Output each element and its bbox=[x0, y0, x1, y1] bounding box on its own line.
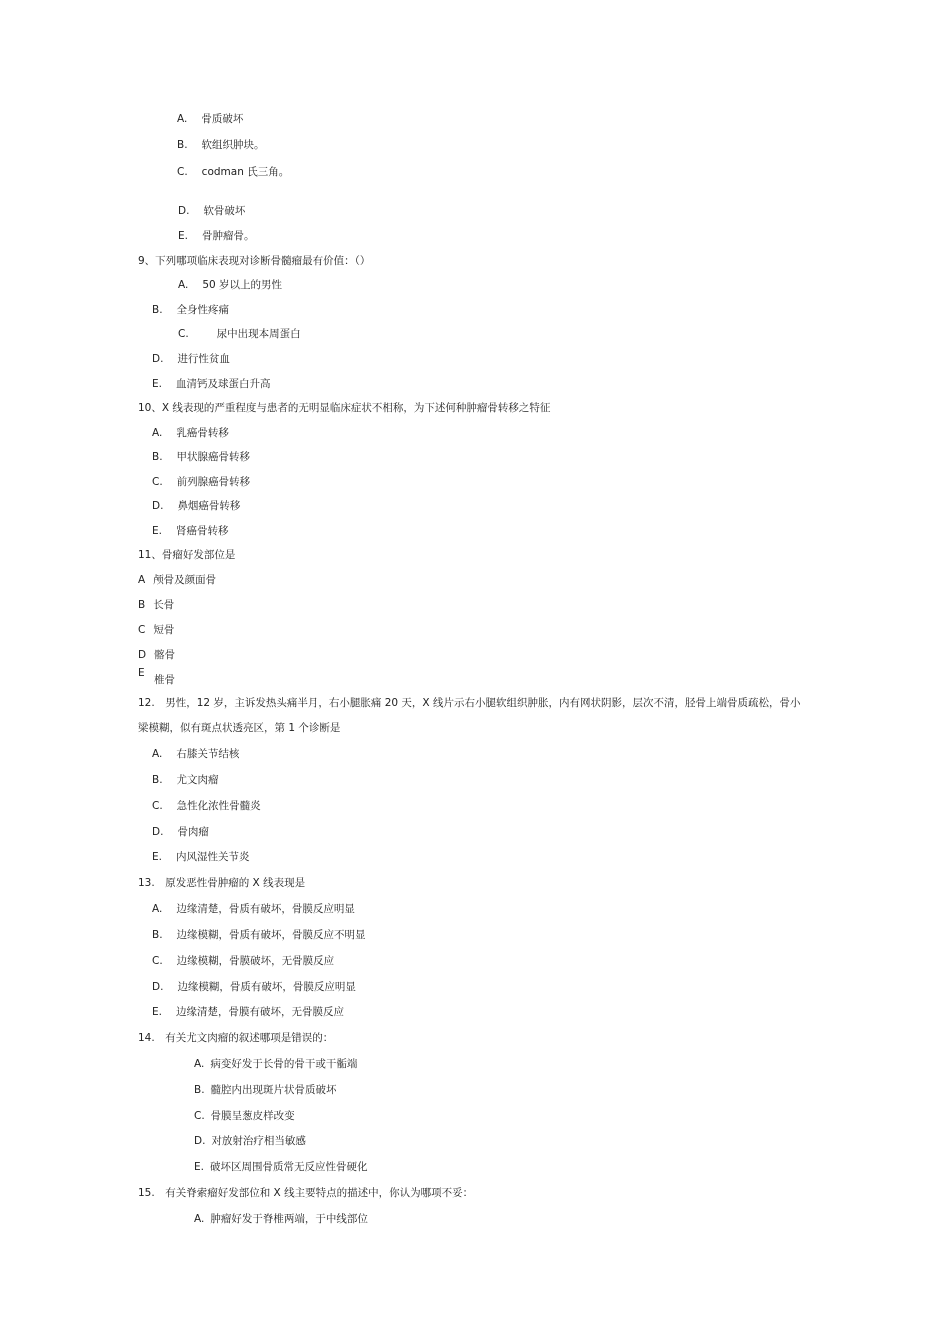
option-label: D. bbox=[194, 1135, 206, 1147]
option-label: B. bbox=[152, 774, 163, 786]
option-label: E bbox=[138, 667, 145, 679]
option-text: 骨肉瘤 bbox=[177, 826, 209, 838]
list-item bbox=[152, 499, 240, 513]
option-label: A. bbox=[194, 1213, 205, 1225]
option-text: 边缘模糊，骨膜破坏，无骨膜反应 bbox=[176, 955, 335, 967]
option-label: A. bbox=[194, 1058, 205, 1070]
option-text: 髓腔内出现斑片状骨质破坏 bbox=[210, 1084, 337, 1096]
list-item bbox=[152, 980, 356, 994]
option-text: 短骨 bbox=[153, 624, 175, 636]
option-label: E. bbox=[152, 525, 162, 537]
option-text: 进行性贫血 bbox=[177, 353, 230, 365]
option-text: 边缘清楚，骨质有破坏，骨膜反应明显 bbox=[176, 903, 355, 915]
list-item bbox=[194, 1212, 368, 1226]
option-text: 尤文肉瘤 bbox=[176, 774, 219, 786]
option-text: 肿瘤好发于脊椎两端，于中线部位 bbox=[210, 1213, 368, 1225]
option-label: E. bbox=[152, 378, 162, 390]
option-text: 边缘清楚，骨膜有破坏，无骨膜反应 bbox=[175, 1006, 344, 1018]
option-label: B. bbox=[152, 929, 163, 941]
option-label: B. bbox=[177, 139, 188, 151]
option-text: codman 氏三角。 bbox=[201, 166, 290, 178]
option-text: 甲状腺癌骨转移 bbox=[176, 451, 251, 463]
list-item bbox=[152, 450, 250, 464]
option-label: E. bbox=[152, 1006, 162, 1018]
list-item bbox=[178, 278, 282, 292]
list-item bbox=[138, 573, 216, 587]
question-stem: 10、X 线表现的严重程度与患者的无明显临床症状不相称，为下述何种肿瘤骨转移之特征 bbox=[138, 402, 551, 414]
option-label: D. bbox=[152, 500, 164, 512]
option-text: 内风湿性关节炎 bbox=[175, 851, 250, 863]
list-item bbox=[152, 825, 209, 839]
list-item bbox=[194, 1083, 337, 1097]
option-label: E. bbox=[194, 1161, 204, 1173]
option-text: 肾癌骨转移 bbox=[175, 525, 229, 537]
option-label: B. bbox=[194, 1084, 205, 1096]
list-item bbox=[152, 747, 239, 761]
option-label: A. bbox=[178, 279, 189, 291]
option-label: C. bbox=[178, 328, 189, 340]
option-label: A. bbox=[152, 903, 163, 915]
list-item bbox=[194, 1160, 367, 1174]
question-stem: 11、骨瘤好发部位是 bbox=[138, 549, 236, 561]
list-item bbox=[152, 799, 261, 813]
list-item bbox=[177, 112, 243, 126]
option-label: C. bbox=[177, 166, 188, 178]
option-label: E. bbox=[152, 851, 162, 863]
list-item bbox=[178, 204, 245, 218]
option-text: 骨质破坏 bbox=[201, 113, 244, 125]
option-label: D. bbox=[152, 826, 164, 838]
list-item bbox=[177, 138, 265, 152]
option-text: 右膝关节结核 bbox=[176, 748, 240, 760]
list-item bbox=[152, 1005, 344, 1019]
option-label: C. bbox=[194, 1110, 205, 1122]
option-label: A. bbox=[152, 427, 163, 439]
list-item bbox=[152, 773, 219, 787]
question-stem: 9、下列哪项临床表现对诊断骨髓瘤最有价值：（） bbox=[138, 255, 371, 267]
list-item bbox=[152, 850, 249, 864]
option-label: A. bbox=[152, 748, 163, 760]
question-stem: 12. 男性，12 岁，主诉发热头痛半月，右小腿胀痛 20 天，X 线片示右小腿软组织肿胀，内有网状阴影，层次不清，胫骨上端骨质疏松，骨小 bbox=[138, 697, 801, 709]
option-text: 软组织肿块。 bbox=[201, 139, 265, 151]
list-item bbox=[138, 623, 174, 637]
question-stem: 13. 原发恶性骨肿瘤的 X 线表现是 bbox=[138, 877, 306, 889]
option-text: 病变好发于长骨的骨干或干骺端 bbox=[210, 1058, 358, 1070]
option-text: 软骨破坏 bbox=[203, 205, 246, 217]
option-text: 尿中出现本周蛋白 bbox=[216, 328, 301, 340]
question-stem: 14. 有关尤文肉瘤的叙述哪项是错误的： bbox=[138, 1032, 334, 1044]
option-text: 急性化浓性骨髓炎 bbox=[176, 800, 261, 812]
list-item bbox=[152, 426, 229, 440]
question-stem: 15. 有关脊索瘤好发部位和 X 线主要特点的描述中，你认为哪项不妥： bbox=[138, 1187, 474, 1199]
option-text: 对放射治疗相当敏感 bbox=[211, 1135, 306, 1147]
list-item bbox=[194, 1134, 306, 1148]
option-text: 骨肿瘤骨。 bbox=[201, 230, 255, 242]
list-item bbox=[152, 352, 230, 366]
list-item bbox=[152, 475, 250, 489]
option-text: 骨膜呈葱皮样改变 bbox=[210, 1110, 295, 1122]
option-label: A bbox=[138, 574, 146, 586]
list-item bbox=[152, 902, 355, 916]
option-label: D. bbox=[178, 205, 190, 217]
option-label: C. bbox=[152, 955, 163, 967]
option-label: C. bbox=[152, 800, 163, 812]
list-item bbox=[138, 648, 175, 662]
option-text: 鼻烟癌骨转移 bbox=[177, 500, 241, 512]
option-label: E. bbox=[178, 230, 188, 242]
option-text: 前列腺癌骨转移 bbox=[176, 476, 251, 488]
option-text: 乳癌骨转移 bbox=[176, 427, 229, 439]
option-label: B. bbox=[152, 451, 163, 463]
list-item bbox=[152, 928, 366, 942]
option-text: 血清钙及球蛋白升高 bbox=[175, 378, 271, 390]
option-text: 边缘模糊，骨质有破坏，骨膜反应不明显 bbox=[176, 929, 366, 941]
option-text: 髂骨 bbox=[154, 649, 176, 661]
list-item bbox=[152, 524, 228, 538]
list-item bbox=[194, 1109, 295, 1123]
question-stem-continued: 梁模糊，似有斑点状透亮区，第 1 个诊断是 bbox=[138, 722, 341, 734]
option-label: A. bbox=[177, 113, 188, 125]
list-item bbox=[138, 598, 174, 612]
option-text: 颅骨及颜面骨 bbox=[153, 574, 217, 586]
option-label: C. bbox=[152, 476, 163, 488]
option-text: 长骨 bbox=[153, 599, 175, 611]
option-label: B. bbox=[152, 304, 163, 316]
list-item bbox=[178, 327, 301, 341]
option-label: C bbox=[138, 624, 146, 636]
option-label: D. bbox=[152, 353, 164, 365]
list-item bbox=[152, 377, 270, 391]
option-text: 50 岁以上的男性 bbox=[202, 279, 283, 291]
list-item bbox=[177, 165, 289, 179]
option-label: D. bbox=[152, 981, 164, 993]
option-text: 全身性疼痛 bbox=[176, 304, 230, 316]
list-item bbox=[152, 303, 229, 317]
list-item bbox=[194, 1057, 357, 1071]
option-text: 边缘模糊，骨质有破坏，骨膜反应明显 bbox=[177, 981, 356, 993]
option-text: 椎骨 bbox=[154, 674, 175, 686]
option-label: D bbox=[138, 649, 147, 661]
option-label: B bbox=[138, 599, 146, 611]
option-text: 破坏区周围骨质常无反应性骨硬化 bbox=[209, 1161, 368, 1173]
list-item bbox=[178, 229, 254, 243]
list-item bbox=[152, 954, 334, 968]
